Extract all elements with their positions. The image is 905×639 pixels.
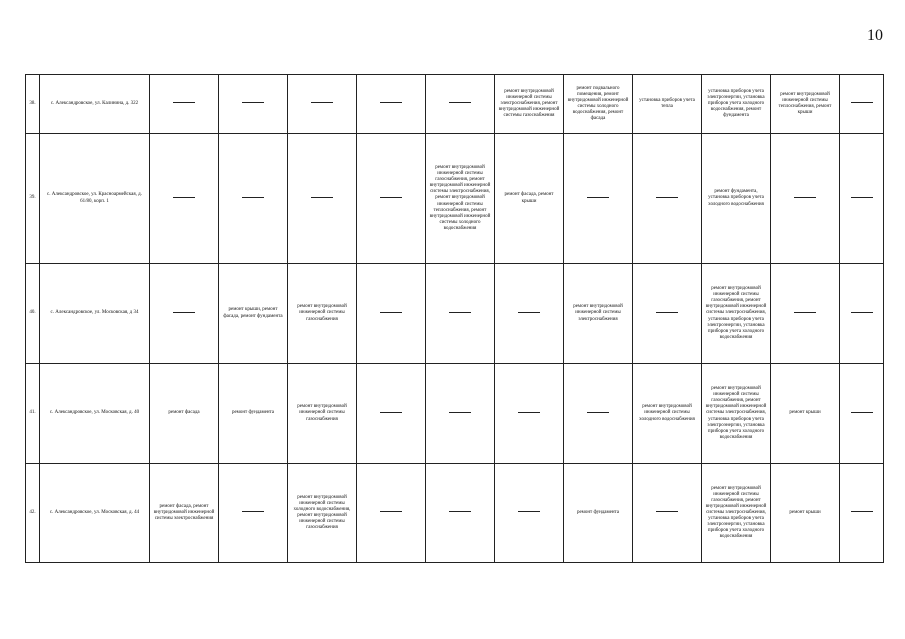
address-cell: с. Александровское, ул. Красноармейская, д. 61/80, корп. 1 bbox=[40, 134, 150, 264]
empty-cell bbox=[840, 134, 884, 264]
empty-cell bbox=[771, 134, 840, 264]
dash-mark bbox=[587, 412, 609, 413]
repair-schedule-table bbox=[25, 74, 884, 563]
dash-mark bbox=[656, 197, 678, 198]
empty-cell bbox=[633, 464, 702, 563]
work-cell: ремонт внутридомовой инженерной системы электроснабжения, ремонт внутридомовой инженерной системы газоснабжения bbox=[495, 75, 564, 134]
dash-mark bbox=[380, 197, 402, 198]
dash-mark bbox=[311, 102, 333, 103]
empty-cell bbox=[219, 464, 288, 563]
table-row bbox=[26, 264, 884, 364]
dash-mark bbox=[851, 312, 873, 313]
dash-mark bbox=[656, 511, 678, 512]
dash-mark bbox=[449, 102, 471, 103]
dash-mark bbox=[173, 197, 195, 198]
empty-cell bbox=[426, 75, 495, 134]
empty-cell bbox=[633, 264, 702, 364]
page-number: 10 bbox=[867, 27, 883, 44]
dash-mark bbox=[851, 511, 873, 512]
empty-cell bbox=[564, 364, 633, 464]
dash-mark bbox=[587, 197, 609, 198]
work-cell: ремонт крыши, ремонт фасада, ремонт фундамента bbox=[219, 264, 288, 364]
dash-mark bbox=[380, 312, 402, 313]
work-cell: ремонт подвального помещения, ремонт внутридомовой инженерной системы холодного водоснабжения, ремонт фасада bbox=[564, 75, 633, 134]
table-row bbox=[26, 464, 884, 563]
address-cell: с. Александровское, ул. Московская, д. 44 bbox=[40, 464, 150, 563]
address-cell: с. Александровское, ул. Московская, д 34 bbox=[40, 264, 150, 364]
work-cell: ремонт внутридомовой инженерной системы теплоснабжения, ремонт крыши bbox=[771, 75, 840, 134]
empty-cell bbox=[426, 364, 495, 464]
empty-cell bbox=[357, 75, 426, 134]
dash-mark bbox=[311, 197, 333, 198]
dash-mark bbox=[449, 511, 471, 512]
work-cell: ремонт фундамента bbox=[219, 364, 288, 464]
dash-mark bbox=[173, 102, 195, 103]
row-number: 39. bbox=[26, 134, 40, 264]
empty-cell bbox=[219, 134, 288, 264]
dash-mark bbox=[518, 312, 540, 313]
empty-cell bbox=[771, 264, 840, 364]
dash-mark bbox=[851, 102, 873, 103]
dash-mark bbox=[380, 102, 402, 103]
work-cell: ремонт внутридомовой инженерной системы холодного водоснабжения bbox=[633, 364, 702, 464]
empty-cell bbox=[495, 464, 564, 563]
dash-mark bbox=[518, 412, 540, 413]
work-cell: ремонт фасада, ремонт крыши bbox=[495, 134, 564, 264]
work-cell: ремонт внутридомовой инженерной системы холодного водоснабжения, ремонт внутридомовой инженерной системы газоснабжения bbox=[288, 464, 357, 563]
empty-cell bbox=[357, 264, 426, 364]
work-cell: ремонт внутридомовой инженерной системы газоснабжения bbox=[288, 364, 357, 464]
work-cell: установка приборов учета электроэнергии, установка приборов учета холодного водоснабжения, ремонт фундамента bbox=[702, 75, 771, 134]
work-cell: ремонт фасада bbox=[150, 364, 219, 464]
work-cell: ремонт крыши bbox=[771, 364, 840, 464]
empty-cell bbox=[150, 134, 219, 264]
empty-cell bbox=[357, 134, 426, 264]
dash-mark bbox=[242, 511, 264, 512]
empty-cell bbox=[357, 364, 426, 464]
work-cell: ремонт фундамента bbox=[564, 464, 633, 563]
dash-mark bbox=[380, 412, 402, 413]
empty-cell bbox=[495, 264, 564, 364]
dash-mark bbox=[449, 412, 471, 413]
address-cell: с. Александровское, ул. Московская, д. 40 bbox=[40, 364, 150, 464]
table-body bbox=[26, 75, 884, 563]
empty-cell bbox=[840, 264, 884, 364]
empty-cell bbox=[150, 264, 219, 364]
work-cell: ремонт внутридомовой инженерной системы электроснабжения bbox=[564, 264, 633, 364]
empty-cell bbox=[564, 134, 633, 264]
work-cell: ремонт внутридомовой инженерной системы газоснабжения, ремонт внутридомовой инженерной системы электроснабжения, ремонт внутридомовой инженерной системы теплоснабжения, ремонт внутридомовой инженерной системы холодного водоснабжения bbox=[426, 134, 495, 264]
empty-cell bbox=[288, 134, 357, 264]
table-row bbox=[26, 364, 884, 464]
table-row bbox=[26, 75, 884, 134]
row-number: 41. bbox=[26, 364, 40, 464]
dash-mark bbox=[242, 197, 264, 198]
empty-cell bbox=[426, 264, 495, 364]
work-cell: ремонт крыши bbox=[771, 464, 840, 563]
work-cell: ремонт внутридомовой инженерной системы газоснабжения, ремонт внутридомовой инженерной системы электроснабжения, установка приборов учета электроэнергии, установка приборов учета холодного водоснабжения bbox=[702, 364, 771, 464]
work-cell: ремонт внутридомовой инженерной системы газоснабжения, ремонт внутридомовой инженерной системы электроснабжения, установка приборов учета электроэнергии, установка приборов учета холодного водоснабжения bbox=[702, 264, 771, 364]
dash-mark bbox=[449, 312, 471, 313]
empty-cell bbox=[426, 464, 495, 563]
work-cell: ремонт фасада, ремонт внутридомовой инженерной системы электроснабжения bbox=[150, 464, 219, 563]
empty-cell bbox=[840, 364, 884, 464]
work-cell: установка приборов учета тепла bbox=[633, 75, 702, 134]
row-number: 42. bbox=[26, 464, 40, 563]
dash-mark bbox=[794, 312, 816, 313]
empty-cell bbox=[357, 464, 426, 563]
empty-cell bbox=[495, 364, 564, 464]
work-cell: ремонт фундамента, установка приборов учета холодного водоснабжения bbox=[702, 134, 771, 264]
dash-mark bbox=[518, 511, 540, 512]
dash-mark bbox=[242, 102, 264, 103]
empty-cell bbox=[150, 75, 219, 134]
empty-cell bbox=[840, 75, 884, 134]
dash-mark bbox=[851, 412, 873, 413]
dash-mark bbox=[173, 312, 195, 313]
empty-cell bbox=[288, 75, 357, 134]
work-cell: ремонт внутридомовой инженерной системы газоснабжения, ремонт внутридомовой инженерной системы электроснабжения, установка приборов учета электроэнергии, установка приборов учета холодного водоснабжения bbox=[702, 464, 771, 563]
empty-cell bbox=[633, 134, 702, 264]
dash-mark bbox=[656, 312, 678, 313]
dash-mark bbox=[851, 197, 873, 198]
empty-cell bbox=[219, 75, 288, 134]
row-number: 38. bbox=[26, 75, 40, 134]
empty-cell bbox=[840, 464, 884, 563]
dash-mark bbox=[380, 511, 402, 512]
row-number: 40. bbox=[26, 264, 40, 364]
address-cell: с. Александровское, ул. Калинина, д. 322 bbox=[40, 75, 150, 134]
table-row bbox=[26, 134, 884, 264]
work-cell: ремонт внутридомовой инженерной системы газоснабжения bbox=[288, 264, 357, 364]
dash-mark bbox=[794, 197, 816, 198]
